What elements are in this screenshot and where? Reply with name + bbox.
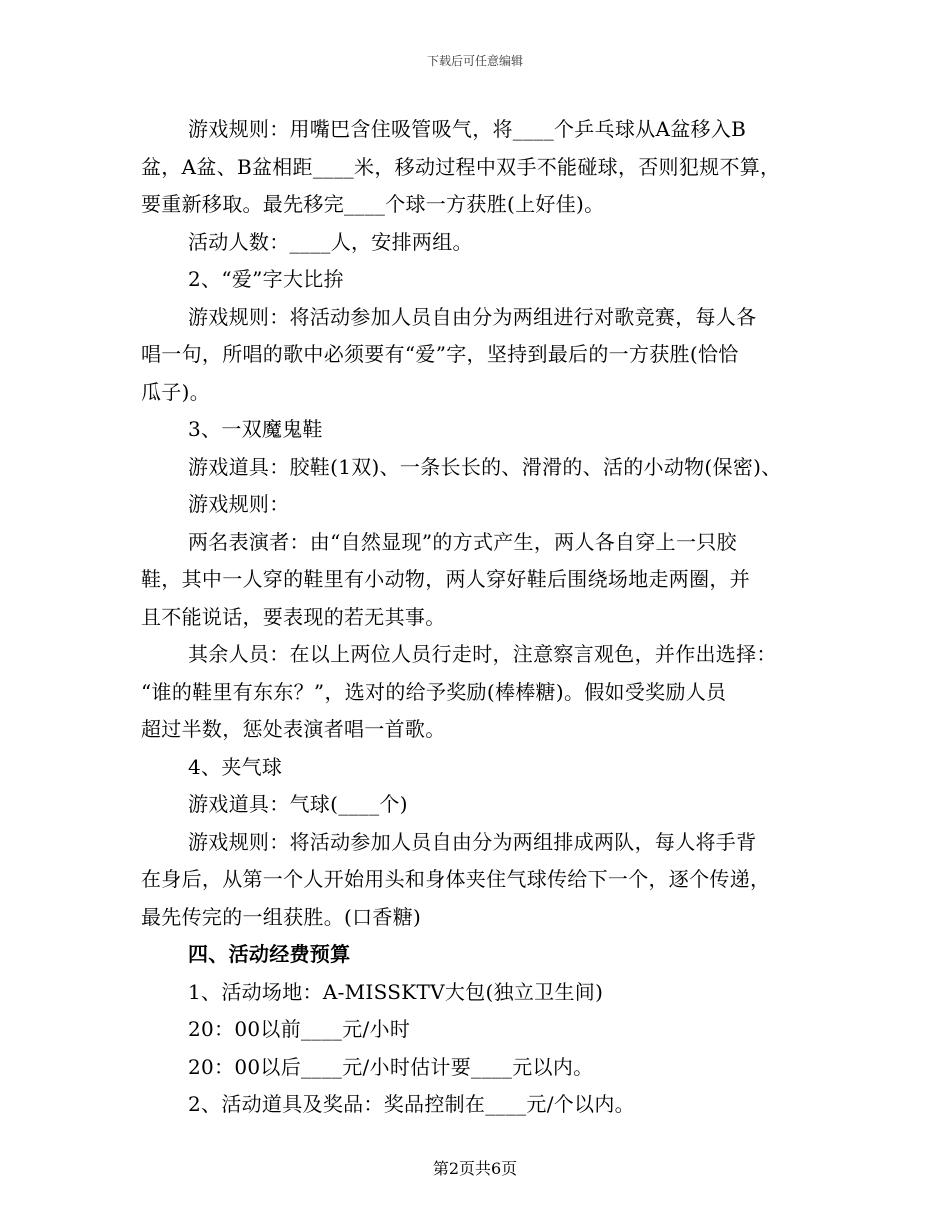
paragraph-line: 瓜子)。: [141, 379, 211, 404]
paragraph-line: 鞋，其中一人穿的鞋里有小动物，两人穿好鞋后围绕场地走两圈，并: [141, 567, 750, 591]
paragraph-line: “谁的鞋里有东东？”，选对的给予奖励(棒棒糖)。假如受奖励人员: [141, 679, 727, 704]
paragraph-line: 游戏道具：胶鞋(1双)、一条长长的、滑滑的、活的小动物(保密)、: [188, 454, 782, 479]
paragraph-line: 活动人数：____人，安排两组。: [188, 229, 473, 254]
section-heading: 四、活动经费预算: [188, 942, 351, 966]
paragraph-line: 唱一句，所唱的歌中必须要有“爱”字，坚持到最后的一方获胜(恰恰: [141, 342, 739, 366]
paragraph-line: 2、活动道具及奖品：奖品控制在____元/个以内。: [188, 1092, 635, 1116]
paragraph-line: 游戏规则：用嘴巴含住吸管吸气，将____个乒乓球从A盆移入B: [188, 117, 747, 141]
paragraph-line: 游戏道具：气球(____个): [188, 792, 408, 816]
paragraph-line: 20：00以前____元/小时: [188, 1017, 411, 1041]
paragraph-line: 盆，A盆、B盆相距____米，移动过程中双手不能碰球，否则犯规不算，: [141, 154, 781, 179]
paragraph-line: 游戏规则：将活动参加人员自由分为两组进行对歌竞赛，每人各: [188, 304, 757, 329]
paragraph-line: 超过半数，惩处表演者唱一首歌。: [141, 717, 446, 741]
page-header: 下载后可任意编辑: [426, 54, 523, 68]
paragraph-line: 游戏规则：将活动参加人员自由分为两组排成两队，每人将手背: [188, 829, 757, 854]
paragraph-line: 游戏规则：: [188, 492, 290, 516]
paragraph-line: 两名表演者：由“自然显现”的方式产生，两人各自穿上一只胶: [188, 529, 737, 554]
paragraph-line: 20：00以后____元/小时估计要____元以内。: [188, 1054, 594, 1079]
document-body: [141, 111, 821, 1124]
paragraph-line: 4、夹气球: [188, 754, 283, 779]
paragraph-line: 最先传完的一组获胜。(口香糖): [141, 904, 422, 929]
paragraph-line: 3、一双魔鬼鞋: [188, 417, 323, 441]
paragraph-line: 2、“爱”字大比拚: [188, 267, 344, 291]
paragraph-line: 1、活动场地：A-MISSKTV大包(独立卫生间): [188, 979, 604, 1004]
paragraph-line: 在身后，从第一个人开始用头和身体夹住气球传给下一个，逐个传递，: [141, 867, 771, 891]
paragraph-line: 要重新移取。最先移完____个球一方获胜(上好佳)。: [141, 192, 605, 216]
paragraph-line: 且不能说话，要表现的若无其事。: [141, 604, 446, 629]
page-footer: 第2页共6页: [432, 1159, 518, 1178]
paragraph-line: 其余人员：在以上两位人员行走时，注意察言观色，并作出选择：: [188, 642, 777, 666]
